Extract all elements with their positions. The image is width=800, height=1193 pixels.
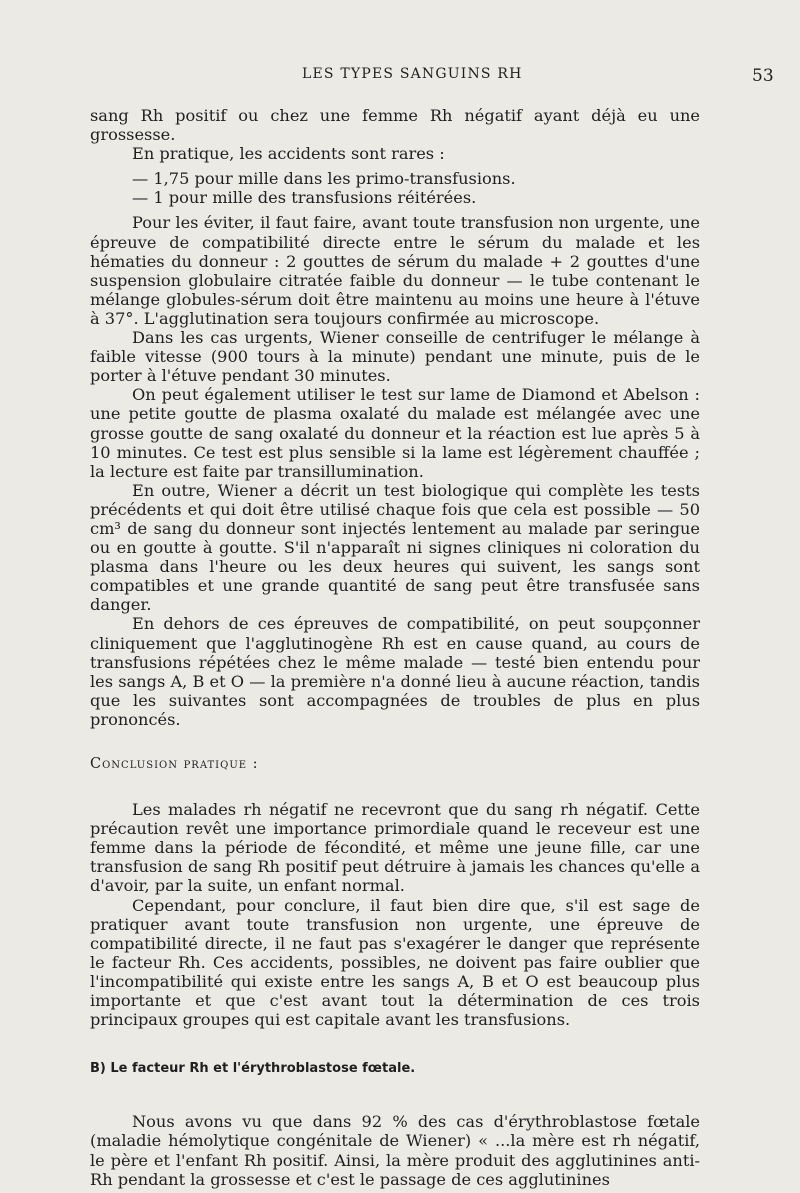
paragraph-slide-test: On peut également utiliser le test sur lame de Diamond et Abelson : une petite goutte de plasma oxalaté du malade est mélangée avec une grosse goutte de sang oxalaté du donneur et la réaction est lue après 5 à 10 minutes. Ce test est plus sensible si la lame est légèrement chauffée ; la lecture est faite par transillumination. bbox=[90, 385, 700, 481]
list-item-reiterees: — 1 pour mille des transfusions réitérées. bbox=[132, 188, 477, 208]
paragraph-erythroblastosis: Nous avons vu que dans 92 % des cas d'érythroblastose fœtale (maladie hémolytique congénitale de Wiener) « ...la mère est rh négatif, le père et l'enfant Rh positif. Ainsi, la mère produit des agglutinines anti-Rh pendant la grossesse et c'est le passage de ces agglutinines bbox=[90, 1112, 700, 1189]
section-heading-conclusion: Conclusion pratique : bbox=[90, 756, 259, 772]
paragraph-biological-test: En outre, Wiener a décrit un test biologique qui complète les tests précédents et qui doit être utilisé chaque fois que cela est possible — 50 cm³ de sang du donneur sont injectés lentement au malade par seringue ou en goutte à goutte. S'il n'apparaît ni signes cliniques ni coloration du plasma dans l'heure ou les deux heures qui suivent, les sangs sont compatibles et une grande quantité de sang peut être transfusée sans danger. bbox=[90, 480, 700, 615]
paragraph-continuation: sang Rh positif ou chez une femme Rh négatif ayant déjà eu une grossesse. bbox=[90, 106, 700, 145]
list-item-primo: — 1,75 pour mille dans les primo-transfusions. bbox=[132, 169, 516, 189]
page-header bbox=[0, 66, 800, 88]
paragraph-clinical-suspicion: En dehors de ces épreuves de compatibilité, on peut soupçonner cliniquement que l'agglutinogène Rh est en cause quand, au cours de transfusions répétées chez le même malade — testé bien entendu pour les sangs A, B et O — la première n'a donné lieu à aucune réaction, tandis que les suivantes sont accompagnées de troubles de plus en plus prononcés. bbox=[90, 614, 700, 729]
body-text bbox=[90, 106, 700, 1189]
running-head: LES TYPES SANGUINS RH bbox=[302, 66, 523, 82]
paragraph-conclusion-1: Les malades rh négatif ne recevront que du sang rh négatif. Cette précaution revêt une importance primordiale quand le receveur est une femme dans la période de fécondité, et même une jeune fille, car une transfusion de sang Rh positif peut détruire à jamais les chances qu'elle a d'avoir, par la suite, un enfant normal. bbox=[90, 800, 700, 896]
paragraph-urgent-cases: Dans les cas urgents, Wiener conseille de centrifuger le mélange à faible vitesse (900 tours à la minute) pendant une minute, puis de le porter à l'étuve pendant 30 minutes. bbox=[90, 328, 700, 386]
paragraph-compatibility-test: Pour les éviter, il faut faire, avant toute transfusion non urgente, une épreuve de compatibilité directe entre le sérum du malade et les hématies du donneur : 2 gouttes de sérum du malade + 2 gouttes d'une suspension globulaire citratée faible du donneur — le tube contenant le mélange globules-sérum doit être maintenu au moins une heure à l'étuve à 37°. L'agglutination sera toujours confirmée au microscope. bbox=[90, 213, 700, 328]
paragraph-accidents-intro: En pratique, les accidents sont rares : bbox=[132, 144, 445, 164]
page-number: 53 bbox=[752, 66, 774, 86]
subsection-heading-erythroblastosis: B) Le facteur Rh et l'érythroblastose fœtale. bbox=[90, 1061, 416, 1077]
paragraph-conclusion-2: Cependant, pour conclure, il faut bien dire que, s'il est sage de pratiquer avant toute transfusion non urgente, une épreuve de compatibilité directe, il ne faut pas s'exagérer le danger que représente le facteur Rh. Ces accidents, possibles, ne doivent pas faire oublier que l'incompatibilité qui existe entre les sangs A, B et O est beaucoup plus importante et que c'est avant tout la détermination de ces trois principaux groupes qui est capitale avant les transfusions. bbox=[90, 895, 700, 1030]
